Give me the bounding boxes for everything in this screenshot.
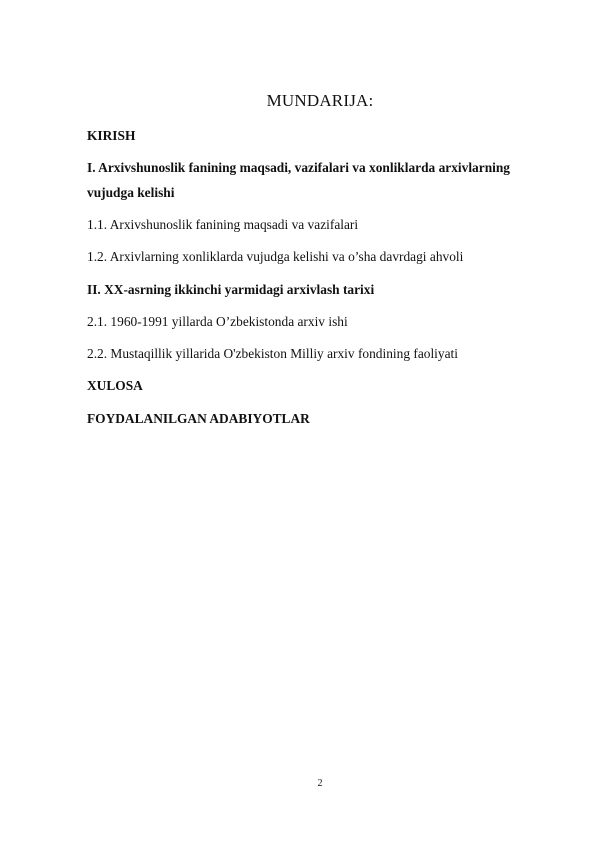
toc-entry-section-2-1: 2.1. 1960-1991 yillarda O’zbekistonda arxiv ishi	[87, 314, 348, 329]
toc-entry-section-2-2: 2.2. Mustaqillik yillarida O'zbekiston Milliy arxiv fondining faoliyati	[87, 346, 458, 361]
toc-entry-chapter-1: I. Arxivshunoslik fanining maqsadi, vazifalari va xonliklarda arxivlarning	[87, 160, 511, 175]
page-title: MUNDARIJA:	[266, 91, 374, 110]
toc-entry-kirish: KIRISH	[87, 128, 136, 143]
toc-entry-xulosa: XULOSA	[87, 378, 143, 393]
toc-entry-chapter-1-continued: vujudga kelishi	[87, 185, 175, 200]
toc-entry-adabiyotlar: FOYDALANILGAN ADABIYOTLAR	[87, 411, 310, 426]
page-number: 2	[317, 778, 323, 789]
toc-entry-chapter-2: II. XX-asrning ikkinchi yarmidagi arxivlash tarixi	[87, 282, 375, 297]
toc-entry-section-1-2: 1.2. Arxivlarning xonliklarda vujudga kelishi va o’sha davrdagi ahvoli	[87, 249, 464, 264]
toc-entry-section-1-1: 1.1. Arxivshunoslik fanining maqsadi va vazifalari	[87, 217, 359, 232]
